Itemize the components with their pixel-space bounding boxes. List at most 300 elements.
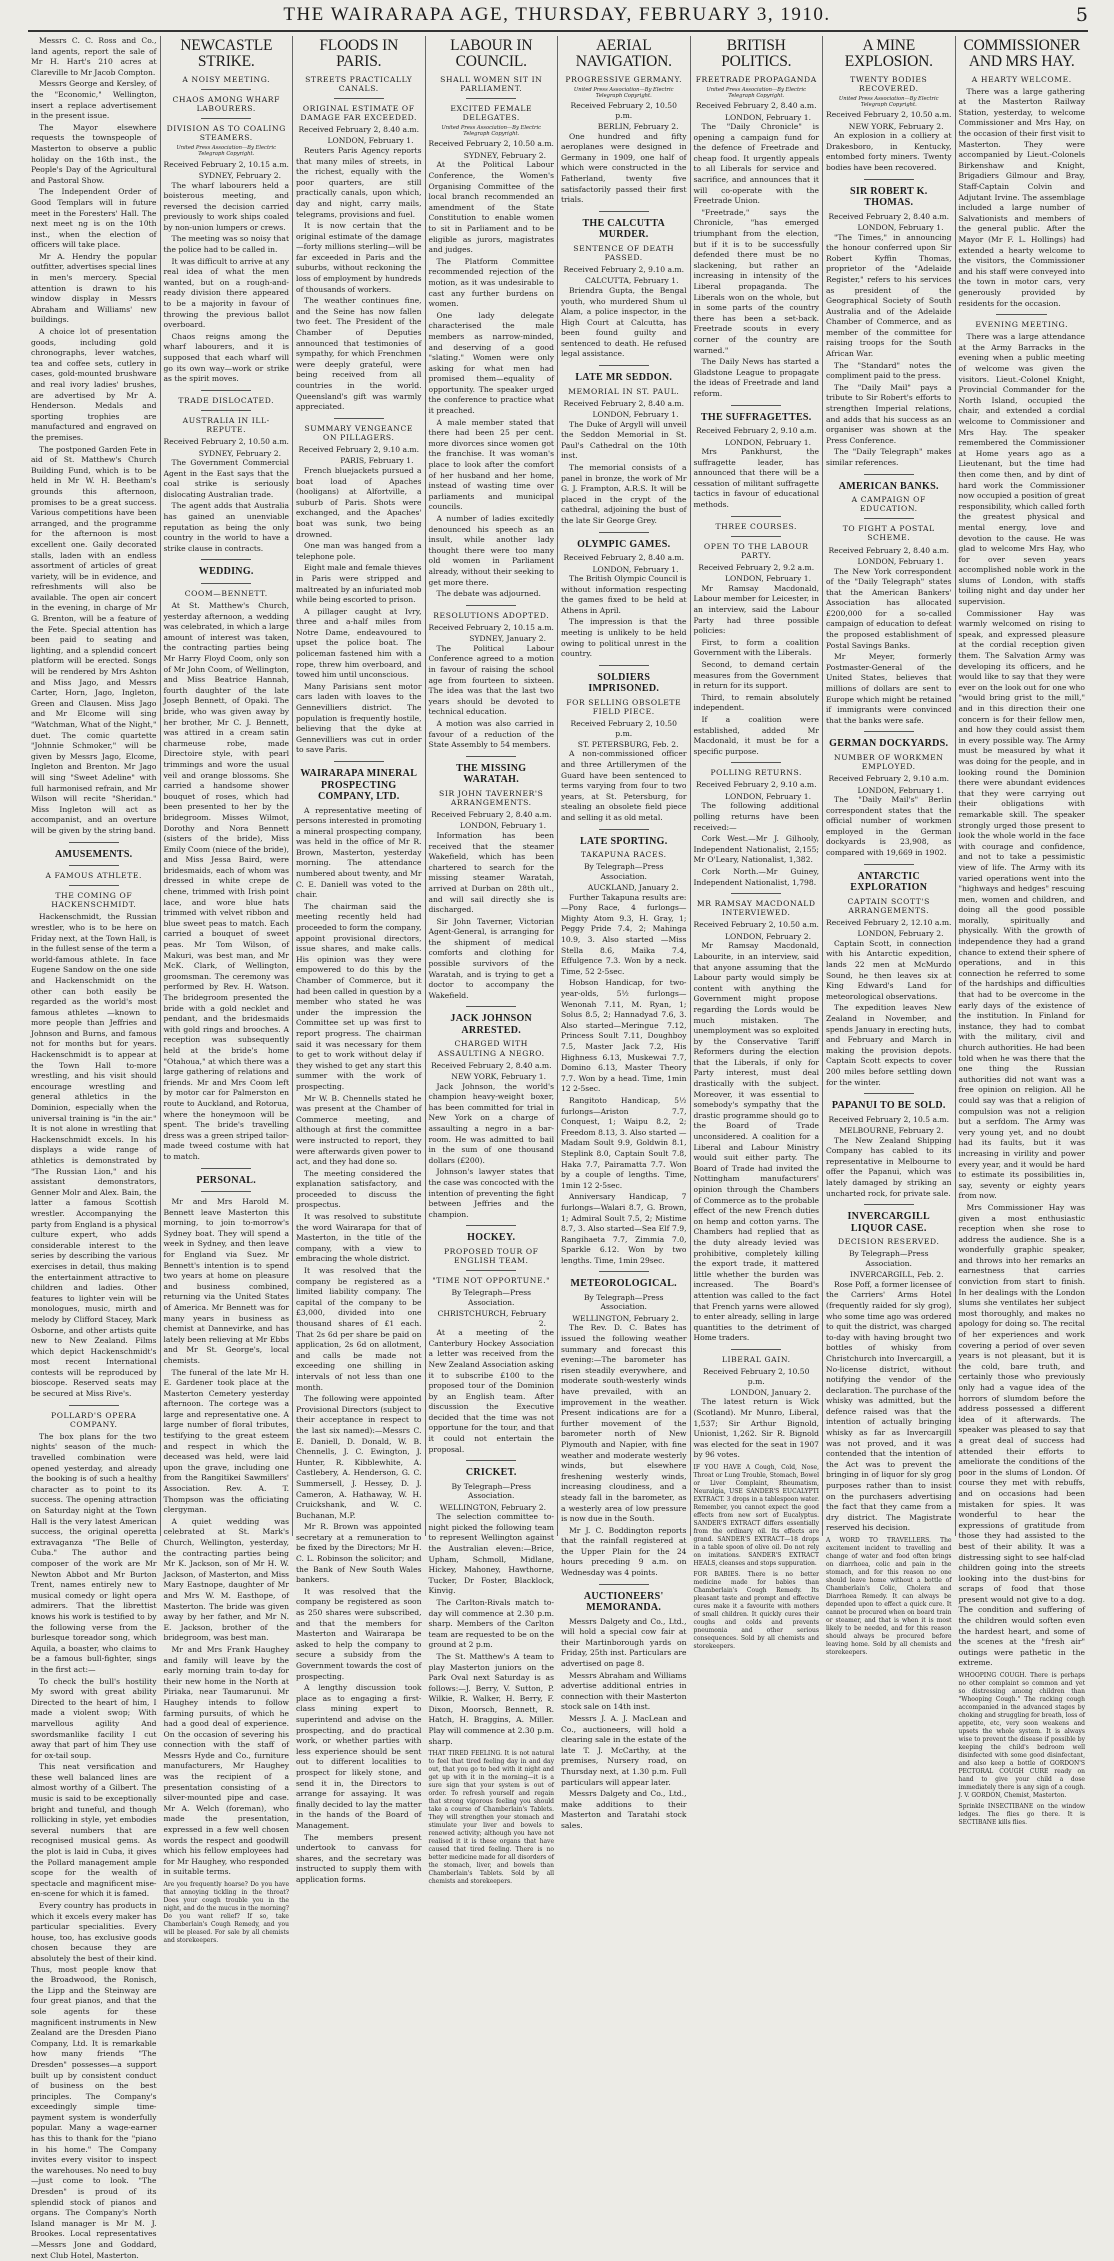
- section-heading: LATE SPORTING.: [579, 835, 668, 847]
- subheading: EVENING MEETING.: [975, 320, 1069, 330]
- advertisement: THAT TIRED FEELING. It is not natural to feel that tired feeling day in and day out, that you go to bed with it night and get up with it in the morning—it is a sure sign that your system is out of order. To refresh yourself and regain that strong vigorous feeling you should take a course of Chamberlain's Tablets. They will strengthen your stomach and stimulate your liver and bowels to renewed activity; although you have not realised it it is these organs that have caused that tired feeling. There is no better medicine made for all disorders of the stomach, liver, and bowels than Chamberlain's Tablets. Sold by all chemists and storekeepers.: [428, 1750, 554, 1886]
- section-heading: OLYMPIC GAMES.: [577, 538, 671, 550]
- separator-rule: [69, 865, 119, 866]
- separator-rule: [864, 731, 914, 732]
- separator-rule: [599, 1584, 649, 1585]
- dateline: LONDON, February 2.: [724, 931, 811, 941]
- dateline: LONDON, February 1.: [857, 223, 944, 233]
- wire-credit: United Press Association—By Electric Telegraph Copyright.: [573, 86, 674, 99]
- subheading: SUMMARY VENGEANCE ON PILLAGERS.: [304, 423, 413, 442]
- paragraph: A pillager caught at Ivry, three and a-half miles from Notre Dame, endeavoured to upset the police boat. The policeman fastened him with a rope, threw him overboard, and towed him until unconscious.: [296, 606, 422, 680]
- subheading: TO FIGHT A POSTAL SCHEME.: [842, 524, 935, 543]
- separator-rule: [599, 1271, 649, 1272]
- paragraph: The latest return is Wick (Scotland). Mr Munro, Liberal, 1,537; Sir Arthur Bignold, Unionist, 1,262. Sir R. Bignold was elected for the seat in 1907 by 96 votes.: [693, 1397, 819, 1460]
- received-line: Received February 2, 9.10 a.m.: [563, 264, 685, 274]
- paragraph: Information has been received that the steamer Wakefield, which has been chartered to search for the missing steamer Waratah, arrived at Durban on 28th ult., and will sail directly she is discharged.: [428, 830, 554, 915]
- paragraph: Sir John Taverner, Victorian Agent-General, is arranging for the shipment of medical comforts and clothing for possible survivors of the Waratah, and is trying to get a doctor to accompany the Wakefield.: [428, 916, 554, 1000]
- advertisement: Sprinkle INSECTIBANE on the window ledges. The flies go there. It is SECTIBANE kills flies.: [958, 1803, 1085, 1827]
- paragraph: Mr and Mrs Harold M. Bennett leave Masterton this morning, to join to-morrow's Sydney boat. They will spend a week in Sydney, and then leave for England via Suez. Mr Bennett's intention is to spend two years at home on pleasure and business combined, returning via the United States of America. Mr Bennett was for many years in business as chemist at Dannevirke, and has lately been relieving at Mr Ebbs and Mr St. George's, local chemists.: [163, 1197, 289, 1365]
- column-8: [956, 36, 1089, 1827]
- received-line: Received February 2, 8.40 a.m.: [563, 398, 685, 408]
- paragraph: At a meeting of the Canterbury Hockey Association a letter was received from the New Zealand Association asking it to subscribe £100 to the proposed tour of the Dominion by an English team. After discussion the Executive decided that the time was not opportune for the tour, and that it could not entertain the proposal.: [428, 1328, 554, 1454]
- separator-rule: [731, 893, 781, 894]
- paragraph: Chaos reigns among the wharf labourers, and it is supposed that each wharf will go its own way—work or strike as the spirit moves.: [163, 331, 289, 384]
- received-line: Received February 2, 9.10 a.m.: [695, 780, 817, 790]
- section-heading: SIR ROBERT K. THOMAS.: [849, 185, 928, 209]
- paragraph: Reuters Paris Agency reports that many miles of streets, in the richest, equally with the poor quarters, are still practically canals, upon which, day and night, carry mails, telegrams, provisions and fuel.: [296, 145, 422, 219]
- paragraph: The Carlton-Rivals match to-day will commence at 2.30 p.m. sharp. Members of the Carlton team are requested to be on the ground at 2 p.m.: [428, 1597, 554, 1650]
- paragraph: The Mayor elsewhere requests the townspeople of Masterton to observe a public holiday on the 16th inst., the People's Day of the Agricultural and Pastoral Show.: [31, 122, 157, 185]
- paragraph: Cork West.—Mr J. Gilhooly, Independent Nationalist, 2,155; Mr O'Leary, Nationalist, 1,382.: [693, 834, 819, 865]
- received-line: By Telegraph—Press Association.: [583, 862, 664, 881]
- section-heading: THE MISSING WARATAH.: [456, 762, 527, 786]
- newspaper-columns: [28, 36, 1088, 2260]
- paragraph: Third, to remain absolutely independent.: [693, 692, 819, 713]
- paragraph: The "Daily Mail's" Berlin correspondent states that the official number of workmen employed in the German dockyards is 23,908, as compared with 19,669 in 1902.: [826, 795, 952, 858]
- separator-rule: [599, 829, 649, 830]
- section-heading: SOLDIERS IMPRISONED.: [588, 671, 660, 695]
- paragraph: Hobson Handicap, for two-year-olds, 5½ furlongs—Wenonah 7.11, M. Ryan, 1; Solus 8.5, 2; Hannadyad 7.6, 3. Also started—Meringue 7.12, Princess Soult 7.11, Doughboy 7.5, Master Jack 7.2, His Highness 6.13, Muskewai 7.7, Domino 6.13, Master Theory 7.7. Won by a head. Time, 1min 12 2-5sec.: [561, 978, 687, 1094]
- received-line: By Telegraph—Press Association.: [451, 1288, 532, 1307]
- separator-rule: [731, 405, 781, 406]
- subheading: AUSTRALIA IN ILL-REPUTE.: [182, 415, 270, 435]
- paragraph: Messrs Dalgety and Co., Ltd., make additions to their Masterton and Taratahi stock sales.: [561, 1789, 687, 1830]
- dateline: WELLINGTON, February 2.: [439, 1502, 546, 1512]
- paragraph: Mr W. B. Chennells stated he was present at the Chamber of Commerce meeting, and although at first the committee were instructed to report, they were afterwards given power to act, and they had done so.: [296, 1093, 422, 1167]
- paragraph: The meeting considered the explanation satisfactory, and proceeded to discuss the prospectus.: [296, 1168, 422, 1210]
- paragraph: It is now certain that the original estimate of the damage—forty millions sterling—will be far exceeded in Paris and the suburbs, without reckoning the loss of employment by hundreds of thousands of workers.: [296, 221, 422, 294]
- paragraph: Mr J. C. Boddington reports that the rainfall registered at the Upper Plain for the 24 hours preceding 9 a.m. on Wednesday was 4 points.: [561, 1525, 687, 1578]
- masthead: [0, 0, 1114, 30]
- received-line: Received February 2, 10.50 p.m.: [703, 1367, 810, 1386]
- separator-rule: [864, 1093, 914, 1094]
- subheading: COOM—BENNETT.: [184, 588, 268, 598]
- received-line: Received February 2, 10.50 a.m.: [163, 437, 289, 447]
- dateline: SYDNEY, February 2.: [198, 171, 281, 181]
- section-heading: AUCTIONEERS' MEMORANDA.: [583, 1590, 664, 1614]
- paragraph: The Independent Order of Good Templars will in future meet in the Foresters' Hall. The next meet ng is on the 10th inst., when the election of officers will take place.: [31, 187, 157, 250]
- paragraph: Every country has products in which it excels every maker has particular specialities. Every house, too, has exclusive goods chosen because they are absolutely the best of their kind. Thus, most people know that the Broadwood, the Ronisch, the Lipp and the Steinway are four great pianos, and that the sole agents for these magnificent instruments in New Zealand are the Dresden Piano Company, Ltd. It is remarkable how many friends "The Dresden" possesses—a support built up by consistent conduct of business on the best principles. The Company's exceedingly simple time-payment system is wonderfully popular. Many a wage-earner has this to thank for the "piano in his home." The Company invites every visitor to inspect the warehouses. No need to buy—just come to look. "The Dresden" is proud of its splendid stock of pianos and organs. The Company's North Island manager is Mr M. J. Brookes. Local representatives—Messrs Jone and Goddard, next Club Hotel, Masterton.: [31, 1901, 157, 2260]
- paragraph: This neat versification and these well balanced lines are almost worthy of a Gilbert. The music is said to be exceptionally bright and tuneful, and though rollicking in style, yet embodies several numbers that are recognised musical gems. As the plot is laid in Cuba, it gives the Pollard management ample scope for the wealth of spectacle and magnificent mise-en-scene for which it is famed.: [31, 1762, 157, 1899]
- paragraph: It was resolved that the company be registered as soon as 250 shares were subscribed, and that the members for Masterton and Wairarapa be asked to help the company to secure a subsidy from the Government towards the cost of prospecting.: [296, 1586, 422, 1681]
- headline: NEWCASTLE STRIKE.: [180, 37, 273, 71]
- paragraph: Messrs George and Kersley, of the "Economic," Wellington, insert a replace advertisement in the present issue.: [31, 79, 157, 121]
- paragraph: There was a large attendance at the Army Barracks in the evening when a public meeting of welcome was given the visitors. Lieut.-Colonel Knight, Provincial Commander for the North Island, occupied the chair, and extended a cordial welcome to Commissioner and Mrs Hay. The speaker remembered the Commissioner at Home years ago as a Lieutenant, but the time had then come then, and by dint of hard work the Commissioner now occupied a position of great responsibility, which called forth the greatest physical and mental energy, love and devotion to the cause. He was glad to welcome Mrs Hay, who for over seven years accomplished noble work in the slums of London, with staffs toiling night and day under her supervision.: [958, 332, 1085, 607]
- subheading: THE COMING OF HACKENSCHMIDT.: [51, 891, 137, 910]
- column-6: [691, 36, 824, 1651]
- received-line: By Telegraph—Press Association.: [583, 1292, 664, 1312]
- paragraph: The expedition leaves New Zealand in November, and spends January in erecting huts, and February and March in making the provision depots. Captain Scott expects to cover 200 miles before settling down for the winter.: [826, 1003, 952, 1087]
- subheading: DIVISION AS TO COALING STEAMERS.: [166, 123, 286, 142]
- separator-rule: [201, 583, 251, 584]
- paragraph: A choice lot of presentation goods, including gold chronographs, lever watches, tea and coffee sets, cutlery in cases, gold-mounted brushware and real ivory ladies' brushes, are advertised by Mr A. Henderson. Medals and sporting trophies are manufactured and engraved on the premises.: [31, 327, 157, 442]
- paragraph: The agent adds that Australia has gained an unenviable reputation as being the only country in the world to have a strike clause in contracts.: [163, 501, 289, 553]
- section-heading: AMERICAN BANKS.: [838, 480, 939, 492]
- received-line: Received February 2, 9.10 a.m.: [298, 445, 420, 454]
- subheading: CHAOS AMONG WHARF LABOURERS.: [172, 94, 280, 113]
- dateline: LONDON, February 1.: [459, 821, 546, 831]
- dateline: SYDNEY, February 2.: [463, 150, 546, 160]
- paragraph: Mr A. Hendry the popular outfitter, advertises special lines in men's mercery. Special attention is drawn to his window display in Messrs Abraham and Williams' new buildings.: [31, 251, 157, 325]
- subheading: SENTENCE OF DEATH PASSED.: [573, 243, 675, 262]
- paragraph: One hundred and fifty aeroplanes were designed in Germany in 1909, one half of which were constructed in the Fatherland, twenty five satisfactorily passed their first trials.: [561, 131, 687, 205]
- subheading: EXCITED FEMALE DELEGATES.: [450, 103, 533, 122]
- paragraph: French bluejackets pursued a boat load of Apaches (hooligans) at Alfortville, a suburb of Paris. Shots were exchanged, and the Apaches' boat was sunk, two being drowned.: [296, 465, 422, 539]
- separator-rule: [466, 1225, 516, 1226]
- separator-rule: [201, 89, 251, 90]
- paragraph: Mrs Pankhurst, the suffragette leader, has announced that there will be a cessation of militant suffragette tactics in favour of educational methods.: [693, 446, 819, 509]
- dateline: NEW YORK, February 2.: [848, 121, 944, 131]
- paragraph: Captain Scott, in connection with his Antarctic expedition, lands 22 men at McMurdo Sound, he then leaves six at King Edward's Land for meteorological observations.: [826, 938, 952, 1001]
- paragraph: At St. Matthew's Church, yesterday afternoon, a wedding was celebrated, in which a large amount of interest was taken, the contracting parties being Mr Harry Floyd Coom, only son of Mr John Coom, of Wellington, and Miss Beatrice Hannah, fourth daughter of the late Joseph Bennett, of Opaki. The bride, who was given away by her brother, Mr C. J. Bennett, was attired in a cream satin charmeuse robe, made Directoire style, with pearl trimmings and wore the usual veil and orange blossoms. She carried a handsome shower bouquet of roses, which had been presented to her by the bridegroom. Misses Wilmot, Dorothy and Nora Bennett (sisters of the bride), Miss Emily Coom (niece of the bride), and Miss Jessa Baird, were bridesmaids, each of whom was dressed in white crepe de chene, trimmed with Irish point lace, and wore blue hats trimmed with velvet ribbon and blue sweet peas to match. Each carried a bouquet of sweet peas. Mr Tom Wilson, of Makuri, was best man, and Mr McK. Clark, of Wellington, groomsman. The ceremony was performed by Rev. H. Watson. The bridegroom presented the bride with a gold necklet and pendant, and the bridesmaids with gold rings and brooches. A reception was subsequently held at the bride's home "Otahoua," at which there was a large gathering of relations and friends. Mr and Mrs Coom left by motor car for Palmerston en route to Auckland, and Rotorua, where the honeymoon will be spent. The bride's travelling dress was a green striped tailor-made tweed costume with hat to match.: [163, 601, 289, 1161]
- paragraph: Jack Johnson, the world's champion heavy-weight boxer, has been committed for trial in New York on a charge of assaulting a negro in a bar-room. He was admitted to bail in the sum of one thousand dollars (£200).: [428, 1081, 554, 1165]
- dateline: LONDON, February 1.: [724, 574, 811, 584]
- advertisement: Are you frequently hoarse? Do you have that annoying tickling in the throat? Does your cough trouble you in the night, and do the mucus in the morning? Do you want relief? If so, take Chamberlain's Cough Remedy, and you will be pleased. For sale by all chemists and storekeepers.: [163, 1881, 289, 1945]
- received-line: Received February 2, 12.10 a.m.: [826, 917, 952, 927]
- paragraph: Messrs Dalgety and Co., Ltd., will hold a special cow fair at their Martinborough yards on Friday, 25th inst. Particulars are advertised on page 8.: [561, 1616, 687, 1669]
- section-heading: WEDDING.: [198, 566, 254, 578]
- column-4: [426, 36, 559, 1886]
- paragraph: Further Takapuna results are:—Pony Race, 4 furlongs—Mighty Atom 9.3, H. Gray, 1; Peggy Pride 7.4, 2; Mahinga 10.9, 3. Also started —Miss Stella 8.6, Maika 7.4, Effulgence 7.3. Won by a neck. Time, 52 2-5sec.: [561, 892, 687, 976]
- paragraph: It was resolved that the company be registered as a limited liability company. The capital of the company to be £3,000, divided into one thousand shares of £1 each. That 2s 6d per share be paid on application, 2s 6d on allotment, and calls be made not exceeding one shilling in intervals of not less than one month.: [296, 1266, 422, 1392]
- paragraph: To check the bull's hostility My sword with great ability Directed to the heart of him, I made a violent swop; With marvellous agility And swordsmanlike facility I cut away that part of him They use for ox-tail soup.: [31, 1676, 157, 1760]
- section-heading: WAIRARAPA MINERAL PROSPECTING COMPANY, LTD.: [300, 768, 418, 802]
- paragraph: One man was hanged from a telephone pole.: [296, 541, 422, 561]
- paragraph: The Duke of Argyll will unveil the Seddon Memorial in St. Paul's Cathedral on the 10th inst.: [561, 419, 687, 461]
- paragraph: The postponed Garden Fete in aid of St. Matthew's Church Building Fund, which is to be held in Mr W. H. Beetham's grounds this afternoon, promises to be a great success. Various competitions have been arranged, and the programme for the afternoon is most excellent one. Gaily decorated stalls, laden with an endless assortment of articles of great variety, will be in evidence, and refreshments will also be available. The open air concert in the evening, in charge of Mr G. Brenton, will be a feature of the Fete. Special attention has been paid to seating and lighting, and a splendid concert platform will be erected. Songs will be rendered by Mrs Ashton and Miss Jago, and Messrs Carter, Horn, Jago, Ingleton, Green and Clausen. Miss Jago and Mr Elcome will sing "Watchman, What of the Night," duet. The comic quartette "Johnnie Schmoker," will be given by Messrs Jago, Elcome, Ingleton and Brenton. Mr Jago will sing "Sweet Adeline" with full harmonised refrain, and Mr Wilson will recite "Sheridan." Miss Ingleton will act as accompanist, and an overture will be given by the string band.: [31, 444, 157, 835]
- column-7: [823, 36, 956, 1656]
- received-line: Received February 2, 10.50 a.m.: [693, 920, 819, 930]
- headline: FLOODS IN PARIS.: [319, 37, 399, 71]
- paragraph: Cork North.—Mr Guiney, Independent Nationalist, 1,798.: [693, 866, 819, 887]
- subheading: PROPOSED TOUR OF ENGLISH TEAM.: [443, 1246, 539, 1265]
- section-heading: METEOROLOGICAL.: [570, 1278, 677, 1290]
- wire-credit: United Press Association—By Electric Telegraph Copyright.: [176, 145, 277, 158]
- separator-rule: [69, 842, 119, 843]
- received-line: Received February 2, 8.40 a.m.: [828, 545, 950, 555]
- subheading: A FAMOUS ATHLETE.: [45, 871, 143, 881]
- received-line: Received February 2, 10.50 p.m.: [570, 719, 677, 738]
- paragraph: The meeting was so noisy that the police had to be called in.: [163, 234, 289, 255]
- column-5: [558, 36, 691, 1830]
- paragraph: The wharf labourers held a boisterous meeting, and reversed the decision carried previously to work ships coaled by non-union lumpers or crews.: [163, 180, 289, 232]
- paragraph: Messrs J. A. J. MacLean and Co., auctioneers, will hold a clearing sale in the estate of the late T. J. McCarthy, at the premises, Nursery road, on Thursday next, at 1.30 p.m. Full particulars will appear later.: [561, 1714, 687, 1787]
- section-heading: THE CALCUTTA MURDER.: [582, 217, 666, 241]
- subheading: RESOLUTIONS ADOPTED.: [433, 610, 550, 620]
- received-line: Received February 2, 10.50 a.m.: [826, 110, 952, 120]
- subheading: OPEN TO THE LABOUR PARTY.: [703, 541, 809, 560]
- dateline: NEW YORK, February 1.: [451, 1072, 546, 1082]
- separator-rule: [599, 532, 649, 533]
- advertisement: WHOOPING COUGH. There is perhaps no other complaint so common and yet so distressing among children than "Whooping Cough." The racking cough accompanied in the advanced stages by choking and struggling for breath, loss of appetite, etc, very soon weakens and upsets the whole system. It is always wise to prevent the disease if possible by keeping the child's bedroom well disinfected with some good disinfectant, and also keep a bottle of GORDON'S PECTORAL COUGH CURE ready on hand to give your child a dose immediately there is any sign of a cough. J. V. GORDON, Chemist, Masterton.: [958, 1672, 1086, 1800]
- dateline: LONDON, February 1.: [724, 791, 811, 801]
- section-heading: GERMAN DOCKYARDS.: [829, 738, 949, 750]
- dateline: AUCKLAND, January 2.: [587, 883, 679, 893]
- dateline: LONDON, February 1.: [724, 437, 811, 447]
- subheading: DECISION RESERVED.: [838, 1237, 940, 1247]
- subheading: PROGRESSIVE GERMANY.: [565, 74, 683, 84]
- subheading: A HEARTY WELCOME.: [971, 74, 1072, 84]
- received-line: Received February 2, 8.40 a.m.: [563, 553, 685, 563]
- dateline: SYDNEY, January 2.: [469, 634, 546, 644]
- separator-rule: [201, 410, 251, 411]
- dateline: CALCUTTA, February 1.: [584, 276, 679, 286]
- paragraph: Hackenschmidt, the Russian wrestler, who is to be here on Friday next, at the Town Hall, is in the fullest sense of the term a world-famous athlete. In face Eugene Sandow on the one side and Hackenschmidt on the other can both easily be regarded as the world's most famous athletes —known to more people than Jeffries and Johnson and Burns, and famous not for months but for years. Hackenschmidt is to appear at the Town Hall to-more wrestling, and his visit should encourage wrestling and general athletics in the Dominion, especially when the universal training is "in the air." It is not alone in wrestling that Hackenschmidt excels. In his displays a wide range of athletics is demonstrated by "The Russian Lion," and his assistant demonstrators, Genner Molr and Alex. Bain, the latter a famous Scottish wrestler. Accompanying the party from England is a physical culture expert, who adds considerable interest to the series by describing the various exercises in detail, thus making the entertainment attractive to children and ladies. Other features to lighter vein will be monologues, music, mirth and melody by Clifford Stacey, Mark Osborne, and other artists quite new to New Zealand. Films which depict Hackenschmidt's most recent International contests will be reproduced by bioscope. Reserved seats may be secured at Miss Rive's.: [31, 912, 157, 1399]
- section-heading: ANTARCTIC EXPLORATION: [850, 870, 928, 894]
- section-heading: THE SUFFRAGETTES.: [700, 411, 812, 423]
- paragraph: The New Zealand Shipping Company has cabled to its representative in Melbourne to offer the Papanui, which was lately damaged by striking an uncharted rock, for private sale.: [826, 1135, 952, 1198]
- paragraph: Briendra Gupta, the Bengal youth, who murdered Shum ul Alam, a police inspector, in the High Court at Calcutta, has been found guilty and sentenced to death. He refused legal assistance.: [561, 285, 687, 359]
- paragraph: It was difficult to arrive at any real idea of what the men wanted, but on a rough-and-ready division there appeared to be a majority in favour of throwing the previous ballot overboard.: [163, 256, 289, 330]
- masthead-rule: [28, 30, 1088, 32]
- separator-rule: [731, 1349, 781, 1350]
- paragraph: The following were appointed Provisional Directors (subject to their acceptance in respect to the last six named):—Messrs C. E. Daniell, D. Donald, W. B. Chennells, J. C. Ewington, J. Hunter, R. Kibblewhite, A. Castlebery, A. Henderson, G. C. Summersell, J. Hessey, D. J. Cameron, A. Hathaway, W. H. Cruickshank, and W. C. Buchanan, M.P.: [296, 1394, 422, 1520]
- separator-rule: [864, 864, 914, 865]
- paragraph: The Government Commercial Agent in the East says that the coal strike is seriously dislocating Australian trade.: [163, 458, 289, 499]
- section-heading: HOCKEY.: [467, 1232, 516, 1244]
- separator-rule: [864, 179, 914, 180]
- paragraph: The British Olympic Council is without information respecting the games fixed to be held at Athens in April.: [561, 574, 687, 615]
- separator-rule: [201, 1191, 251, 1192]
- subheading: FREETRADE PROPAGANDA: [695, 74, 817, 84]
- separator-rule: [466, 1460, 516, 1461]
- separator-rule: [201, 390, 251, 391]
- section-heading: CRICKET.: [465, 1467, 517, 1479]
- section-heading: PAPANUI TO BE SOLD.: [831, 1100, 946, 1112]
- dateline: PARIS, February 1.: [340, 456, 414, 466]
- received-line: Received February 2, 9.2 a.m.: [698, 562, 815, 572]
- separator-rule: [731, 762, 781, 763]
- separator-rule: [466, 1270, 516, 1271]
- separator-rule: [466, 756, 516, 757]
- dateline: LONDON, January 2.: [730, 1388, 811, 1397]
- received-line: Received February 2, 8.40 a.m.: [430, 1060, 552, 1070]
- paragraph: The Platform Committee recommended rejection of the motion, as it was undesirable to cast any further burdens on women.: [428, 256, 554, 309]
- separator-rule: [201, 118, 251, 119]
- paragraph: Messrs Abraham and Williams advertise additional entries in connection with their Masterton stock sale on 14th inst.: [561, 1670, 687, 1712]
- separator-rule: [864, 1204, 914, 1205]
- subheading: TRADE DISLOCATED.: [178, 395, 275, 405]
- separator-rule: [599, 365, 649, 366]
- paragraph: A lengthy discussion took place as to engaging a first-class mining expert to superintend and advise on the prospecting, and do practical work, or whether parties with less experience should be sent out to different localities to prospect for likely stone, and send it in, the Directors to arrange for assaying. It was finally decided to lay the matter in the hands of the Board of Management.: [296, 1683, 422, 1830]
- paragraph: If a coalition were established, added Mr Macdonald, it must be for a specific purpose.: [693, 714, 819, 756]
- paragraph: "The Times," in announcing the honour conferred upon Sir Robert Kyffin Thomas, proprietor of the "Adelaide Register," refers to his services as president of the Geographical Society of South Australia and of the Adelaide Chamber of Commerce, and as member of the committee for raising troops for the South African War.: [826, 232, 952, 359]
- wire-credit: United Press Association—By Electric Telegraph Copyright.: [441, 124, 542, 138]
- received-line: By Telegraph—Press Association.: [848, 1249, 929, 1268]
- dateline: LONDON, February 1.: [327, 136, 414, 146]
- paragraph: The impression is that the meeting is unlikely to be held owing to political unrest in the country.: [561, 617, 687, 659]
- paragraph: The box plans for the two nights' season of the much-travelled combination were opened yesterday, and already the booking is of such a healthy character as to point to its success. The opening attraction on Saturday night at the Town Hall is the very latest American success, the original operetta extravaganza "The Belle of Cuba." The author and composer of the work are Mr Newton Abbot and Mr Burton Trent, names entirely new to musical comedy or light opera admirers. That the librettist knows his work is testified to by the following verse from the burlesque toreador song, which Aquila, a boaster, who claims to be a famous bull-fighter, sings in the first act:—: [31, 1431, 157, 1674]
- subheading: CHARGED WITH ASSAULTING A NEGRO.: [437, 1039, 545, 1058]
- subheading: NUMBER OF WORKMEN EMPLOYED.: [833, 752, 944, 772]
- dateline: WELLINGTON, February 2.: [572, 1313, 679, 1323]
- paragraph: At the Political Labour Conference, the Women's Organising Committee of the local branch recommended an amendment of the State Constitution to enable women to sit in Parliament and to be eligible as jurors, magistrates and judges.: [428, 160, 554, 255]
- paragraph: The selection committee to-night picked the following team to represent Wellington against the Australian eleven:—Brice, Upham, Schmoll, Midlane, Hickey, Mahoney, Hawthorne, Tucker, Dr Foster, Blacklock, Kinvig.: [428, 1512, 554, 1596]
- dateline: LONDON, February 1.: [857, 557, 944, 567]
- paragraph: Second, to demand certain measures from the Government in return for its support.: [693, 660, 819, 691]
- paragraph: Messrs C. C. Ross and Co., land agents, report the sale of Mr H. Hart's 210 acres at Clareville to Mr Jacob Compton.: [31, 36, 157, 77]
- dateline: ST. PETERSBURG, Feb. 2.: [577, 739, 679, 749]
- paragraph: A quiet wedding was celebrated at St. Mark's Church, Wellington, yesterday, the contracting parties being Mr K. Jackson, son of Mr H. W. Jackson, of Masterton, and Miss Mary Eastnope, daughter of Mr and Mrs W. M. Easthope, of Masterton. The bride was given away by her father, and Mr N. E. Jackson, brother of the bridegroom, was best man.: [163, 1516, 289, 1643]
- separator-rule: [466, 98, 516, 99]
- received-line: By Telegraph—Press Association.: [451, 1481, 532, 1501]
- wire-credit: United Press Association—By Electric Telegraph Copyright.: [706, 86, 807, 99]
- paragraph: The "Daily Telegraph" makes similar references.: [826, 447, 952, 467]
- headline: LABOUR IN COUNCIL.: [450, 37, 533, 71]
- dateline: LONDON, February 2.: [857, 929, 944, 939]
- paragraph: The Daily News has started a Gladstone League to propagate the ideas of Freetrade and land reform.: [693, 357, 819, 398]
- paragraph: Mr Ramsay Macdonald, Labourite, in an interview, said that anyone assuming that the Labour party would simply be content with anything the Government might propose regarding the Lords would be much mistaken. The unemployment was so exploited by the Conservative Tariff Reformers during the election that the Liberals, if only for Party interest, must deal drastically with the subject. Moreover, it was essential to somebody's sympathy that the drastic programme should go to the Board of Trade unconsidered. A coalition for a Liberal and Labour Ministry would suit either party. The Board of Trade had invited the Nottingham manufacturers' opinion through the Chambers of Commerce as to the probable effect of the new French duties on hemp and cotton yarns. The Chambers had replied that as the duty already levied was prohibitive, completely killing the export trade, it mattered little whether the burden was increased. The Board's attention was called to the fact that French yarns were allowed to enter already, selling in large quantities to the detriment of Home traders.: [693, 941, 819, 1343]
- subheading: MR RAMSAY MACDONALD INTERVIEWED.: [696, 899, 816, 918]
- section-heading: AMUSEMENTS.: [55, 848, 133, 860]
- subheading: MEMORIAL IN ST. PAUL.: [568, 386, 680, 396]
- dateline: BERLIN, February 2.: [597, 122, 679, 132]
- page-number: 5: [1075, 4, 1088, 26]
- column-1: [28, 36, 161, 2260]
- paragraph: Rangitoto Handicap, 5½ furlongs—Ariston 7.7, Conquest, 1; Waipu 8.2, 2; Freedom 8.13, 3. Also started —Madam Soult 9.9, Goldwin 8.1, Steplink 8.0, Captain Soult 7.8, Haka 7.7, Pairamatta 7.7. Won by a couple of lengths. Time, 1min 12 2-5sec.: [561, 1095, 687, 1190]
- subheading: LIBERAL GAIN.: [721, 1354, 791, 1364]
- paragraph: The New York correspondent of the "Daily Telegraph" states that the American Bankers' Association has allocated £200,000 for a so-called campaign of education to defeat the proposed establishment of Postal Savings Banks.: [826, 566, 952, 650]
- paragraph: Anniversary Handicap, 7 furlongs—Walari 8.7, G. Brown, 1; Admiral Soult 7.5, 2; Mistime 8.7, 3. Also started—Sea Elf 7.9, Rangihaeta 7.7, Zimmia 7.0, Sparkle 6.12. Won by two lengths. Time, 1min 29sec.: [561, 1192, 687, 1265]
- subheading: A NOISY MEETING.: [182, 74, 271, 84]
- paragraph: The members present undertook to canvass for shares, and the secretary was instructed to supply them with application forms.: [296, 1832, 422, 1884]
- received-line: Received February 2, 9.10 a.m.: [828, 774, 950, 784]
- separator-rule: [334, 98, 384, 99]
- subheading: A CAMPAIGN OF EDUCATION.: [851, 495, 926, 514]
- subheading: SHALL WOMEN SIT IN PARLIAMENT.: [440, 74, 543, 93]
- received-line: Received February 2, 8.40 a.m.: [828, 211, 950, 221]
- dateline: CHRISTCHURCH, February 2.: [437, 1309, 546, 1328]
- paragraph: The following additional polling returns have been received:—: [693, 801, 819, 832]
- headline: A MINE EXPLOSION.: [844, 37, 933, 71]
- dateline: MELBOURNE, February 2.: [839, 1126, 944, 1136]
- headline: AERIAL NAVIGATION.: [575, 37, 672, 71]
- paragraph: Johnson's lawyer states that the case was concocted with the intention of preventing the fight between Jeffries and the champion.: [428, 1167, 554, 1219]
- subheading: FOR SELLING OBSOLETE FIELD PIECE.: [566, 697, 682, 716]
- paragraph: Many Parisians sent motor cars laden with loaves to the Gennevilliers district. The population is frequently hostile, believing that the dyke at Gennevilliers was cut in order to save Paris.: [296, 681, 422, 755]
- paragraph: A non-commissioned officer and three Artillerymen of the Guard have been sentenced to terms varying from four to two years, at St. Petersburg, for stealing an obsolete field piece and selling it as old metal.: [561, 749, 687, 823]
- headline: BRITISH POLITICS.: [721, 37, 792, 71]
- paragraph: The memorial consists of a panel in bronze, the work of Mr G. J. Frampton, A.R.S. It will be placed in the crypt of the cathedral, adjoining the bust of the late Sir George Grey.: [561, 463, 687, 525]
- paragraph: The debate was adjourned.: [436, 589, 541, 599]
- received-line: Received February 2, 9.10 a.m.: [695, 426, 817, 436]
- separator-rule: [864, 518, 914, 519]
- subheading: TAKAPUNA RACES.: [580, 850, 667, 860]
- paragraph: The Rev. D. C. Bates has issued the following weather summary and forecast this evening:—The barometer has risen steadily everywhere, and moderate south-westerly winds have prevailed, with an improvement in the weather. Present indications are for a further movement of the barometer north of New Plymouth and Napier, with fine weather and moderate westerly winds, but elsewhere freshening westerly winds, increasing cloudiness, and a steady fall in the barometer, as a westerly area of low pressure is now due in the South.: [561, 1323, 687, 1524]
- dateline: SYDNEY, February 2.: [198, 448, 281, 458]
- separator-rule: [466, 605, 516, 606]
- section-heading: JACK JOHNSON ARRESTED.: [450, 1013, 533, 1036]
- paragraph: The weather continues fine, and the Seine has now fallen two feet. The President of the Chamber of Deputies announced that testimonies of sympathy, for which Frenchmen were deeply grateful, were being received from all countries in the world. Queensland's gift was warmly appreciated.: [296, 296, 422, 412]
- paragraph: One lady delegate characterised the male members as narrow-minded, and deserving of a good "slating." Women were only asking for what men had promised them—equality of opportunity. The speaker urged the conference to practice what it preached.: [428, 310, 554, 416]
- separator-rule: [69, 1405, 119, 1406]
- advertisement: FOR BABIES. There is no better medicine made for babies than Chamberlain's Cough Remedy. Its pleasant taste and prompt and effective cures make it a favourite with mothers of small children. It quickly cures their coughs and colds and prevents pneumonia and other serious consequences. Sold by all chemists and storekeepers.: [693, 1571, 819, 1651]
- paragraph: Commissioner Hay was warmly welcomed on rising to speak, and expressed pleasure at the cordial reception given them. The Salvation Army was developing its officers, and he would like to say that they were ever on the look out for one who "would bring grist to the mill," and in this direction their one concern is for their fellow men, and how they could assist them in every possible way. The Army must be measured by what it was doing for the people, and in looking round the Dominion there were abundant evidences that they were carrying out their obligations with remarkable skill. The speaker strongly urged those present to look the whole world in the face with courage and confidence, and not to take a pessimistic view of life. The Army with its varied operations went into the "highways and hedges" rescuing men, women and children, and doing all the good possible morally, spiritually and physically. With the growth of independence they had a grand chance to extend their sphere of operations, and in this connection he referred to some of the hardships and difficulties that had to be overcome in the early days of the existence of the institution. In Finland for instance, they had to combat with the military, civil and church authorities. He had been told when he was there that the one thing the Russian authorities did not want was a free opinion on religion. All he could say was that a religion of compulsion was not a religion but a serfdom. The Army was very young yet, and no doubt had its faults, but it was increasing in virility and power every year, and it would be hard to estimate its possibilities in, say, seventy or eighty years from now.: [958, 608, 1085, 1201]
- paragraph: A representative meeting of persons interested in promoting a mineral prospecting company, was held in the office of Mr R. Brown, Masterton, yesterday morning. The attendance numbered about twenty, and Mr C. E. Daniell was voted to the chair.: [296, 805, 422, 900]
- section-heading: PERSONAL.: [196, 1174, 257, 1186]
- wire-credit: United Press Association—By Electric Telegraph Copyright.: [838, 95, 939, 108]
- paragraph: Mrs Commissioner Hay was given a most enthusiastic reception when she rose to address the audience. She is a wonderfully graphic speaker, and throws into her remarks an earnestness that carries conviction from start to finish. In her dealings with the London slums she ventilates her subject most thoroughly, and makes no apology for doing so. The recital of her experiences and work covering a period of over seven years is not pleasant, but it is the cold, bare truth, and certainly those who previously only had a vague idea of the horrors of slumdom before the address possessed a different idea of it afterwards. The speaker was pleased to say that a great deal of success had attended their efforts to ameliorate the conditions of the poor in the slums of London. Of course they met with rebuffs, and on occasions had been mistaken for spies. It was wonderful to hear the expressions of gratitude from those they had assisted to the best of their ability. It was a distressing sight to see half-clad children going into the streets looking into the dust-bins for scraps of food that those present would not give to a dog. The condition and suffering of the children would soften even the hardest heart, and some of the scenes at the "fresh air" outings were pathetic in the extreme.: [958, 1202, 1085, 1668]
- subheading: STREETS PRACTICALLY CANALS.: [305, 74, 413, 93]
- paragraph: The "Daily Chronicle" is opening a campaign fund for the defence of Freetrade and cheap food. It urgently appeals to all Liberals for service and sacrifice, and announces that it will co-operate with the Freetrade Union.: [693, 122, 819, 206]
- section-heading: INVERCARGILL LIQUOR CASE.: [847, 1211, 930, 1234]
- received-line: Received February 2, 10.50 p.m.: [570, 101, 677, 120]
- received-line: Received February 2, 8.40 a.m.: [298, 124, 420, 134]
- received-line: Received February 2, 10.15 a.m.: [428, 622, 554, 632]
- subheading: ORIGINAL ESTIMATE OF DAMAGE FAR EXCEEDED.: [300, 103, 418, 122]
- subheading: "TIME NOT OPPORTUNE.": [432, 1276, 551, 1286]
- paragraph: A motion was also carried in favour of a reduction of the State Assembly to 54 members.: [428, 718, 554, 750]
- received-line: Received February 2, 10.5 a.m.: [828, 1114, 950, 1124]
- separator-rule: [69, 885, 119, 886]
- dateline: LONDON, February 1.: [857, 785, 944, 795]
- advertisement: A WORD TO TRAVELLERS. The excitement incident to travelling and change of water and food often brings on diarrhoea, colic and pain in the stomach, and for this reason no one should leave home without a bottle of Chamberlain's Colic, Cholera and Diarrhoea Remedy. It can always be depended upon to effect a quick cure. It cannot be procured when on board train or steamer, and that is when it is most likely to be needed, and for this reason should always be procured before leaving home. Sold by all chemists and storekeepers.: [826, 1537, 952, 1656]
- paragraph: The "Standard" notes the compliment paid to the press.: [826, 360, 952, 381]
- separator-rule: [731, 536, 781, 537]
- paragraph: The chairman said the meeting recently held had proceeded to form the company, appoint provisional directors, issue shares, and make calls. His opinion was they were empowered to do this by the Chamber of Commerce, but it had been called in question by a member who stated he was under the impression the Committee set up was first to report progress. The chairman said it was necessary for them to get to work without delay if they wished to get any start this summer with the work of prospecting.: [296, 901, 422, 1091]
- paragraph: Mr Meyer, formerly Postmaster-General of the United States, believes that millions of dollars are sent to Europe which might be retained if immigrants were convinced that the banks were safe.: [826, 652, 952, 725]
- column-2: [161, 36, 294, 1945]
- separator-rule: [996, 314, 1047, 315]
- subheading: SIR JOHN TAVERNER'S ARRANGEMENTS.: [439, 788, 544, 807]
- paragraph: The "Daily Mail" pays a tribute to Sir Robert's efforts to strengthen Imperial relations, and adds that his success as an organiser was shown at the Press Conference.: [826, 382, 952, 445]
- separator-rule: [466, 1006, 516, 1007]
- dateline: LONDON, February 1.: [592, 564, 679, 574]
- paragraph: It was resolved to substitute the word Wairarapa for that of Masterton, in the title of the company, with a view to embracing the whole district.: [296, 1212, 422, 1264]
- paragraph: A number of ladies excitedly denounced his speech as an insult, while another lady thought there were too many old women in Parliament already, without their seeking to get more there.: [428, 514, 554, 587]
- received-line: Received February 2, 8.40 a.m.: [695, 101, 817, 111]
- separator-rule: [334, 761, 384, 762]
- paragraph: "Freetrade," says the Chronicle, "has emerged triumphant from the election, but if it is to be successfully defended there must be no slackening, but rather an increasing in intensity of the Liberal propaganda. The Liberals won on the whole, but in some parts of the country there has been a set-back. Freetrade scouts in every corner of the country are warned.": [693, 207, 819, 355]
- separator-rule: [731, 516, 781, 517]
- headline: COMMISSIONER AND MRS HAY.: [963, 37, 1080, 71]
- paragraph: There was a large gathering at the Masterton Railway Station, yesterday, to welcome Commissioner and Mrs Hay, on the occasion of their first visit to Masterton. They were accompanied by Lieut.-Colonels Birkenshaw and Knight, Brigadiers Gilmour and Bray, Staff-Captain Colvin and Adjutant Irvine. The assemblage included a large number of Salvationists and members of the general public. After the Mayor (Mr F. L. Hollings) had extended a hearty welcome to the visitors, the Commissioner and his staff were conveyed into the town in motor cars, very generously provided by residents for the occasion.: [958, 86, 1085, 308]
- column-3: [293, 36, 426, 1884]
- dateline: LONDON, February 1.: [592, 410, 679, 420]
- masthead-title: THE WAIRARAPA AGE, THURSDAY, FEBRUARY 3, 1910.: [283, 4, 831, 25]
- paragraph: Mr Ramsay Macdonald, Labour member for Leicester, in an interview, said the Labour Party had three possible policies:: [693, 583, 819, 636]
- received-line: Received February 2, 10.50 a.m.: [428, 139, 554, 149]
- advertisement: IF YOU HAVE A Cough, Cold, Nose, Throat or Lung Trouble, Stomach, Bowel or Liver Complaint, Rheumatism, Neuralgia, USE SANDER'S EUCALYPTI EXTRACT. 3 drops in a tablespoon water. Remember, you cannot expect the good effects from new sort of Eucalyptus. SANDER'S EXTRACT differs essentially from the ordinary oil. Its effects are grand. SANDER'S EXTRACT—18 drops in a table spoon of olive oil. Do not rely on imitations. SANDER'S EXTRACT HEALS, cleanses and stops suppuration.: [693, 1464, 819, 1568]
- received-line: Received February 2, 8.40 a.m.: [430, 809, 552, 819]
- subheading: POLLARD'S OPERA COMPANY.: [51, 1410, 137, 1429]
- dateline: INVERCARGILL, Feb. 2.: [849, 1270, 944, 1280]
- separator-rule: [864, 474, 914, 475]
- paragraph: Rose Poff, a former licensee of the Carriers' Arms Hotel (frequently raided for sly grog), who some time ago was ordered to quit the district, was charged to-day with having brought two bottles of whisky from Christchurch into Invercargill, a No-license district, without notifying the vendor of the declaration. The purchase of the whisky was admitted, but the defence raised was that the intention of actually bringing whisky as far as Invercargill was not proved, and it was contended that the intention of the Act was to prevent the bringing in of liquor for sly grog purposes rather than to insist on the purchasers advertising the fact that they came from a dry district. The Magistrate reserved his decision.: [826, 1279, 952, 1533]
- paragraph: Eight male and female thieves in Paris were stripped and maltreated by an infuriated mob while being escorted to prison.: [296, 563, 422, 605]
- paragraph: A male member stated that there had been 25 per cent. more divorces since women got the franchise. It was woman's place to look after the comfort of her husband and her home, instead of wasting time over parliaments and municipal councils.: [428, 417, 554, 512]
- paragraph: An explosion in a colliery at Drakesboro, in Kentucky, entombed forty miners. Twenty bodies have been recovered.: [826, 131, 952, 172]
- separator-rule: [599, 211, 649, 212]
- dateline: LONDON, February 1.: [724, 112, 811, 122]
- subheading: TWENTY BODIES RECOVERED.: [850, 74, 928, 93]
- subheading: CAPTAIN SCOTT'S ARRANGEMENTS.: [847, 896, 930, 915]
- paragraph: Mr and Mrs Frank Haughey and family will leave by the early morning train to-day for their new home in the North at Piriaka, near Taumarunui. Mr Haughey intends to follow farming pursuits, of which he had a good deal of experience. On the occasion of severing his connection with the staff of Messrs Hyde and Co., furniture manufacturers, Mr Haughey was the recipient of a presentation consisting of a silver-mounted pipe and case. Mr A. Welch (foreman), who made the presentation, expressed in a few well chosen words the respect and goodwill which his fellow employees had for Mr Haughey, who responded in suitable terms.: [163, 1644, 289, 1877]
- received-line: Received February 2, 10.15 a.m.: [163, 159, 289, 169]
- paragraph: First, to form a coalition Government with the Liberals.: [693, 637, 819, 658]
- subheading: THREE COURSES.: [715, 521, 798, 531]
- subheading: POLLING RETURNS.: [710, 768, 803, 778]
- paragraph: Mr R. Brown was appointed secretary at a remuneration to be fixed by the Directors; Mr H. C. L. Robinson the solicitor; and the Bank of New South Wales bankers.: [296, 1522, 422, 1585]
- separator-rule: [201, 559, 251, 560]
- separator-rule: [599, 665, 649, 666]
- paragraph: The funeral of the late Mr H. E. Gardener took place at the Masterton Cemetery yesterday afternoon. The cortege was a large and representative one. A large number of floral tributes, testifying to the great esteem and respect in which the deceased was held, were laid upon the grave, including one from the Rangitikei Sawmillers' Association. Rev. A. T. Thompson was the officiating clergyman.: [163, 1367, 289, 1515]
- paragraph: The Political Labour Conference agreed to a motion in favour of raising the school age from fourteen to sixteen. The idea was that the last two years should be devoted to technical education.: [428, 643, 554, 717]
- separator-rule: [334, 418, 384, 419]
- separator-rule: [201, 1168, 251, 1169]
- paragraph: The St. Matthew's A team to play Masterton juniors on the Park Oval next Saturday is as follows:—J. Berry, V. Sutton, P. Wilkie, R. Walker, H. Berry, F. Dixon, Moorsch, Bennett, R. Hatch, H. Braggins, A. Miller. Play will commence at 2.30 p.m. sharp.: [428, 1651, 554, 1746]
- section-heading: LATE MR SEDDON.: [575, 372, 673, 384]
